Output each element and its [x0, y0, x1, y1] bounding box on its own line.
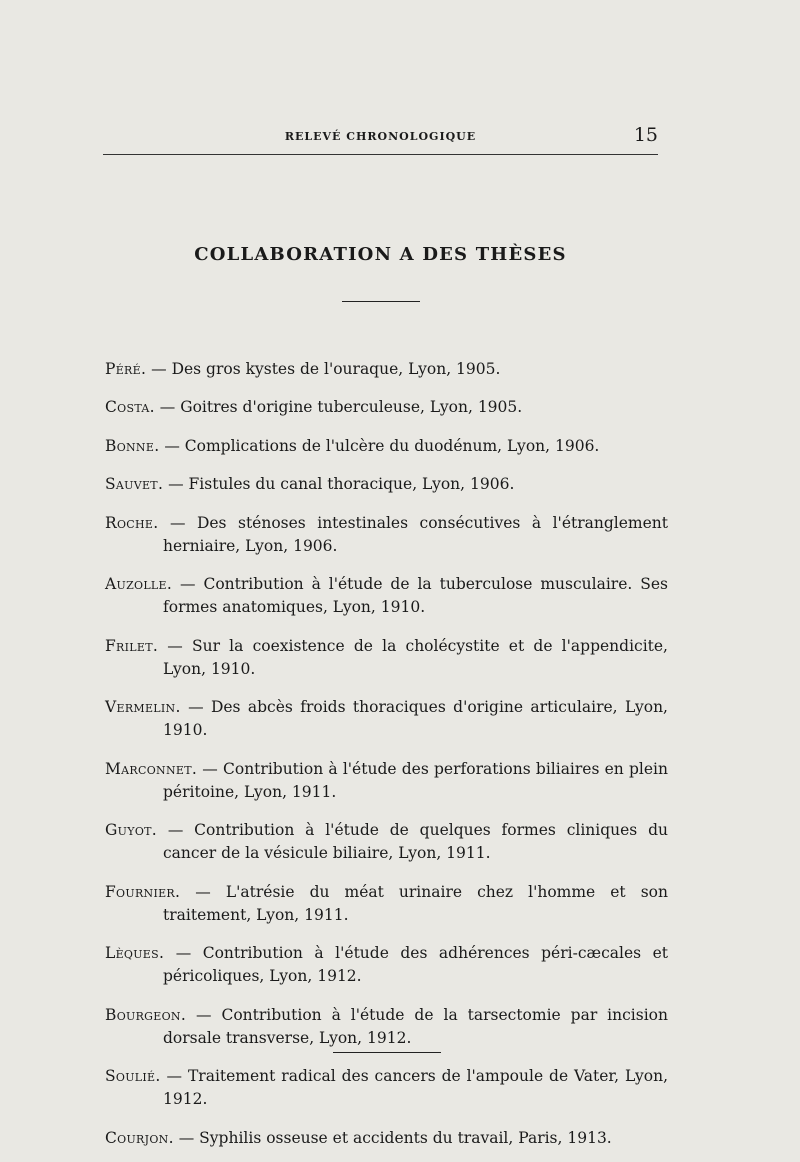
entry-text: — Fistules du canal thoracique, Lyon, 1906. [168, 475, 515, 493]
entry-author: Sauvet. [105, 475, 164, 493]
entry-author: Vermelin. [105, 698, 181, 716]
entry-text: — Syphilis osseuse et accidents du travail, Paris, 1913. [178, 1128, 612, 1147]
entry-author: Frilet. [105, 636, 159, 655]
entry-text: — Contribution à l'étude de la tarsectomie par incision dorsale transverse, Lyon, 1912. [163, 1005, 668, 1047]
entry-text: — Contribution à l'étude de la tuberculose musculaire. Ses formes anatomiques, Lyon, 1910. [163, 575, 668, 616]
thesis-entry [105, 512, 668, 558]
entry-author: Bourgeon. [105, 1005, 187, 1024]
thesis-entry [105, 473, 668, 496]
thesis-list [105, 342, 668, 1162]
entry-author: Soulié. [105, 1067, 161, 1085]
entry-text: — Contribution à l'étude de quelques formes cliniques du cancer de la vésicule biliaire, Lyon, 1911. [163, 821, 668, 862]
entry-author: Bonne. [105, 436, 160, 455]
entry-author: Marconnet. [105, 759, 198, 778]
thesis-entry [105, 758, 668, 804]
entry-text: — Des gros kystes de l'ouraque, Lyon, 1905. [151, 359, 501, 378]
entry-author: Fournier. [105, 882, 181, 901]
thesis-entry [105, 635, 668, 681]
entry-text: — Des abcès froids thoraciques d'origine articulaire, Lyon, 1910. [163, 698, 668, 739]
entry-text: — Goitres d'origine tuberculeuse, Lyon, 1905. [159, 398, 523, 416]
thesis-entry [105, 435, 668, 458]
entry-text: — Contribution à l'étude des perforations biliaires en plein péritoine, Lyon, 1911. [163, 759, 668, 801]
entry-text: — Traitement radical des cancers de l'ampoule de Vater, Lyon, 1912. [163, 1067, 668, 1108]
thesis-entry [105, 696, 668, 742]
thesis-entry [105, 942, 668, 988]
thesis-entry [105, 358, 668, 381]
thesis-entry [105, 1004, 668, 1050]
entry-text: — Des sténoses intestinales consécutives à l'étranglement herniaire, Lyon, 1906. [163, 513, 668, 555]
entry-author: Péré. [105, 359, 147, 378]
thesis-entry [105, 881, 668, 927]
end-rule [333, 1052, 441, 1053]
entry-author: Courjon. [105, 1128, 174, 1147]
thesis-entry [105, 1065, 668, 1111]
entry-author: Roche. [105, 513, 159, 532]
entry-text: — Contribution à l'étude des adhérences péri-cæcales et péricoliques, Lyon, 1912. [163, 944, 668, 985]
entry-author: Lèques. [105, 944, 165, 962]
thesis-entry [105, 1127, 668, 1150]
running-head [103, 124, 658, 155]
entry-author: Costa. [105, 398, 155, 416]
thesis-entry [105, 396, 668, 419]
section-title: COLLABORATION A DES THÈSES [194, 244, 567, 265]
entry-author: Auzolle. [105, 575, 173, 593]
title-rule [342, 301, 420, 302]
entry-text: — L'atrésie du méat urinaire chez l'homme et son traitement, Lyon, 1911. [163, 882, 668, 924]
entry-author: Guyot. [105, 821, 157, 839]
entry-text: — Complications de l'ulcère du duodénum, Lyon, 1906. [164, 436, 600, 455]
entry-text: — Sur la coexistence de la cholécystite et de l'appendicite, Lyon, 1910. [163, 636, 668, 678]
thesis-entry [105, 573, 668, 619]
thesis-entry [105, 819, 668, 865]
page-number: 15 [633, 124, 658, 146]
running-head-title: RELEVÉ CHRONOLOGIQUE [284, 130, 477, 143]
